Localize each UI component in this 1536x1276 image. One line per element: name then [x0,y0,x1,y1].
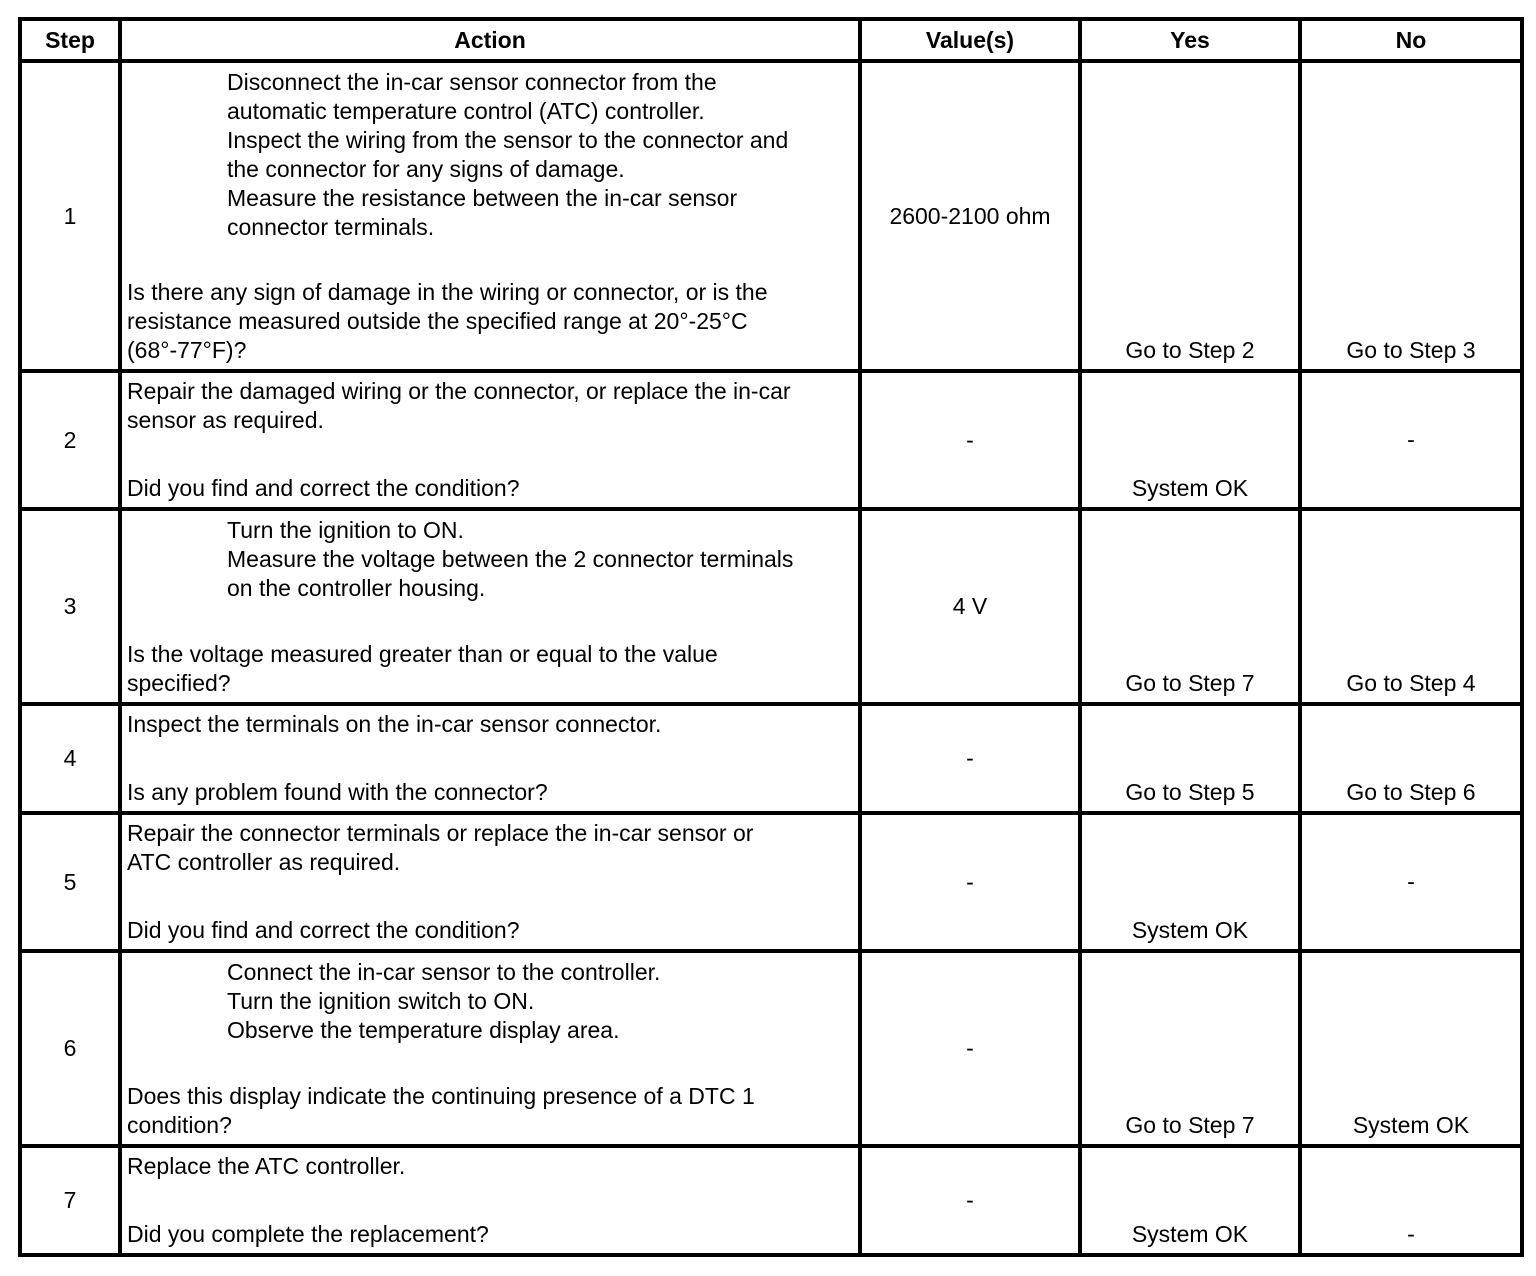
action-question: Is there any sign of damage in the wiring or connector, or is the resistance measured outside the specified range at 20°-25°C (68°-77°F)? [127,279,768,363]
action-step: Inspect the wiring from the sensor to the connector and the connector for any signs of damage. [227,127,789,182]
action-cell [120,704,860,813]
no-cell [1300,704,1522,813]
action-cell [120,371,860,509]
yes-cell [1080,704,1300,813]
value-cell: - [860,951,1080,1146]
action-step: Observe the temperature display area. [227,1017,620,1043]
no-cell [1300,61,1522,371]
yes-cell [1080,951,1300,1146]
no-result: - [1407,1221,1415,1247]
no-result: - [1407,868,1415,895]
action-cell [120,813,860,951]
yes-result: Go to Step 7 [1125,670,1255,696]
action-step: Measure the resistance between the in-car sensor connector terminals. [227,185,738,240]
table-row [20,704,1522,813]
action-text: Repair the damaged wiring or the connector, or replace the in-car sensor as required. [127,378,791,433]
value-cell: 4 V [860,509,1080,704]
no-result: - [1407,426,1415,453]
table-row [20,951,1522,1146]
action-text: Inspect the terminals on the in-car sensor connector. [127,711,662,737]
yes-result: System OK [1131,475,1249,501]
header-no: No [1300,19,1522,61]
step-number: 4 [20,704,120,813]
step-number: 7 [20,1146,120,1255]
header-step: Step [20,19,120,61]
yes-result: System OK [1131,917,1249,943]
action-step: Measure the voltage between the 2 connector terminals on the controller housing. [227,546,794,601]
yes-cell [1080,1146,1300,1255]
table-row [20,61,1522,371]
no-result: Go to Step 4 [1346,670,1476,696]
table-row [20,371,1522,509]
action-cell [120,61,860,371]
header-row [20,19,1522,61]
action-steps [227,958,852,1045]
no-result: System OK [1352,1112,1470,1138]
action-step: Turn the ignition switch to ON. [227,988,535,1014]
yes-result: Go to Step 5 [1125,779,1255,805]
action-question: Is the voltage measured greater than or equal to the value specified? [127,641,718,696]
no-cell [1300,1146,1522,1255]
action-question: Did you complete the replacement? [127,1221,489,1247]
action-step: Disconnect the in-car sensor connector from the automatic temperature control (ATC) controller. [227,69,717,124]
no-cell [1300,371,1522,509]
diagnostic-table [18,17,1524,1257]
table-row [20,813,1522,951]
table-row [20,1146,1522,1255]
action-cell [120,509,860,704]
yes-cell [1080,61,1300,371]
yes-cell [1080,813,1300,951]
value-cell: 2600-2100 ohm [860,61,1080,371]
no-result: Go to Step 3 [1346,337,1476,363]
action-cell [120,951,860,1146]
value-cell: - [860,1146,1080,1255]
table-row [20,509,1522,704]
yes-result: System OK [1131,1221,1249,1247]
header-action: Action [120,19,860,61]
yes-cell [1080,509,1300,704]
action-cell [120,1146,860,1255]
yes-result: Go to Step 2 [1125,337,1255,363]
no-result: Go to Step 6 [1346,779,1476,805]
step-number: 3 [20,509,120,704]
action-text: Replace the ATC controller. [127,1153,406,1179]
value-cell: - [860,371,1080,509]
no-cell [1300,951,1522,1146]
action-question: Is any problem found with the connector? [127,779,548,805]
action-text: Repair the connector terminals or replace the in-car sensor or ATC controller as required. [127,820,754,875]
action-question: Did you find and correct the condition? [127,475,520,501]
action-step: Connect the in-car sensor to the controller. [227,959,661,985]
step-number: 6 [20,951,120,1146]
yes-result: Go to Step 7 [1125,1112,1255,1138]
step-number: 1 [20,61,120,371]
header-yes: Yes [1080,19,1300,61]
step-number: 5 [20,813,120,951]
action-steps [227,516,852,603]
no-cell [1300,509,1522,704]
no-cell [1300,813,1522,951]
action-step: Turn the ignition to ON. [227,517,464,543]
step-number: 2 [20,371,120,509]
value-cell: - [860,813,1080,951]
action-question: Did you find and correct the condition? [127,917,520,943]
header-values: Value(s) [860,19,1080,61]
yes-cell [1080,371,1300,509]
value-cell: - [860,704,1080,813]
action-question: Does this display indicate the continuing presence of a DTC 1 condition? [127,1083,755,1138]
action-steps [227,68,852,242]
